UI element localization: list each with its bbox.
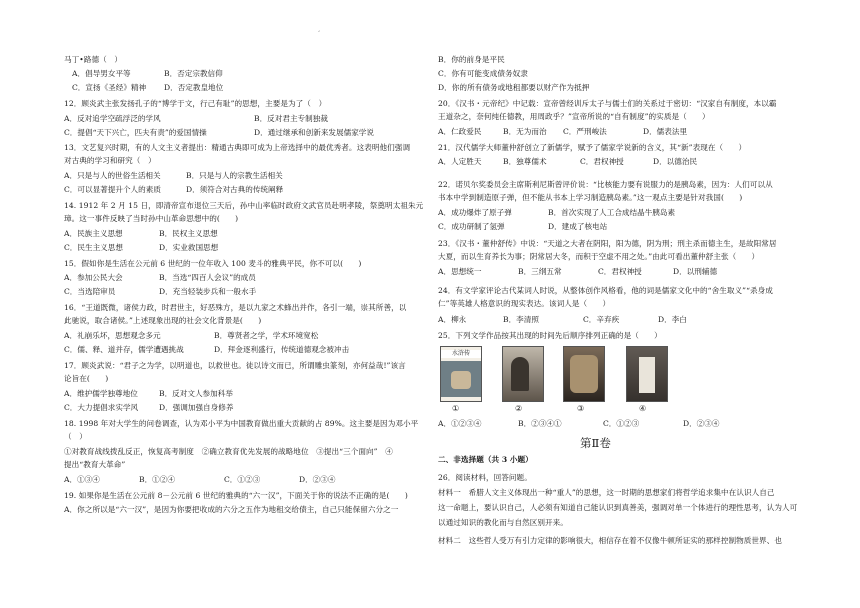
option[interactable]: A．人定胜天 xyxy=(438,157,482,166)
option[interactable]: C．可以显著提升个人的素质 xyxy=(64,185,161,194)
question-16-stem-cont: 此驰说，取合诸侯。”上述现象出现的社会文化背景是( ) xyxy=(64,316,262,325)
option[interactable]: B．三纲五常 xyxy=(518,267,562,276)
option[interactable]: D．充当轻装步兵和一般水手 xyxy=(159,287,257,296)
material-1-line-2: 这一命题上，要认识自己，人必须有知道自己能认识到真善美，强调对单一个体进行的理性思考，认为人可 xyxy=(438,503,798,512)
volume-title: 第Ⅱ卷 xyxy=(580,436,611,450)
question-20-stem: 20．《汉书・元帝纪》中记载：宣帝曾经训斥太子与儒士们的关系过于密切：“汉家自有制度，本以霸 xyxy=(438,99,777,108)
poster-image-4 xyxy=(626,346,668,402)
question-11-stem: 马丁•路德（ ） xyxy=(64,55,123,64)
option[interactable]: D．否定教皇地位 xyxy=(164,83,224,92)
question-26-stem: 26．阅读材料，回答问题。 xyxy=(438,473,532,482)
poster-label-3: ③ xyxy=(577,404,585,413)
poster-label-2: ② xyxy=(515,404,523,413)
option[interactable]: D．李白 xyxy=(658,315,687,324)
option[interactable]: A．礼崩乐坏，思想观念多元 xyxy=(64,331,161,340)
page-mark: ‘ xyxy=(318,30,320,37)
option[interactable]: D．建成了核电站 xyxy=(548,222,608,231)
option[interactable]: A．仁政爱民 xyxy=(438,127,482,136)
question-19-option-c[interactable]: C．你有可能变成债务奴隶 xyxy=(438,69,528,78)
poster-label-4: ④ xyxy=(639,404,647,413)
material-1-line-3: 以通过知识的教化而与自然区别开来。 xyxy=(438,518,568,527)
poster-image-2 xyxy=(502,346,544,402)
option[interactable]: C．儒、释、道并存，儒学遭遇挑战 xyxy=(64,345,184,354)
option[interactable]: D．须符合对古典的传统阐释 xyxy=(186,185,284,194)
question-22-stem: 22．诺贝尔奖委员会主席斯利尼斯曾评价说：“比核能力要有说服力的是胰岛素，因为：人们可以从 xyxy=(438,180,773,189)
option[interactable]: C．提倡“天下兴亡，匹夫有责”的爱国情操 xyxy=(64,128,207,137)
option[interactable]: C．辛弃疾 xyxy=(583,315,620,324)
question-18-statements: ①对教育战线拨乱反正，恢复高考制度 ②确立教育优先发展的战略地位 ③提出“三个面向” ④ xyxy=(64,447,393,456)
question-19-option-a[interactable]: A．你之所以是“六一汉”，是因为你要把收成的六分之五作为地租交给债主，自己只能保留六分之一 xyxy=(64,505,399,514)
option[interactable]: B．无为而治 xyxy=(503,127,547,136)
option[interactable]: C．①②③ xyxy=(603,419,640,428)
option[interactable]: D．以刑辅德 xyxy=(673,267,718,276)
option[interactable]: D．②③④ xyxy=(683,419,720,428)
question-20-stem-cont: 王道杂之，奈何纯任德教，用周政乎？”宣帝所说的“自有制度”的实质是（ ） xyxy=(438,112,710,121)
option[interactable]: B．首次实现了人工合成结晶牛胰岛素 xyxy=(548,208,676,217)
question-14-stem: 14. 1912 年 2 月 15 日，即清帝宣布退位三天后，孙中山率临时政府文武官员赴明孝陵，祭奠明太祖朱元 xyxy=(64,201,424,210)
option[interactable]: B．②③④① xyxy=(518,419,562,428)
question-19-stem: 19. 如果你是生活在公元前 8－公元前 6 世纪的雅典的“六一汉”，下面关于你的说法不正确的是( ) xyxy=(64,491,408,500)
option[interactable]: B．当选“四百人会议”的成员 xyxy=(159,273,256,282)
question-19-option-d[interactable]: D．你的所有债务或地租都要以财产作为抵押 xyxy=(438,83,590,92)
material-2-line-1: 材料二 这些哲人受万有引力定律的影响很大，相信存在着不仅像牛顿所证实的那样控制物质世界、也 xyxy=(438,536,782,545)
question-17-stem: 17．顾炎武说：“君子之为学，以明道也，以救世也。徒以诗文而已，所谓雕虫篆刻，亦何益哉!”该言 xyxy=(64,361,406,370)
option[interactable]: A．倡导男女平等 xyxy=(72,69,131,78)
option[interactable]: D．通过继承和创新来发展儒家学说 xyxy=(254,128,374,137)
question-12-stem: 12．顾炎武主张发扬孔子的“博学于文，行己有耻”的思想，主要是为了（ ） xyxy=(64,99,327,108)
option[interactable]: D．强调加强自身修养 xyxy=(159,403,234,412)
option[interactable]: C．民生主义思想 xyxy=(64,243,123,252)
option[interactable]: A．①③④ xyxy=(64,475,100,484)
option[interactable]: C．君权神授 xyxy=(580,157,624,166)
option[interactable]: B．反对文人参加科举 xyxy=(159,389,233,398)
option[interactable]: B．独尊儒术 xyxy=(503,157,547,166)
option[interactable]: C．①②③ xyxy=(224,475,261,484)
question-14-stem-cont: 璋。这一事件反映了当时孙中山革命思想中的( ) xyxy=(64,214,239,223)
option[interactable]: A．民族主义思想 xyxy=(64,229,123,238)
question-23-stem: 23．《汉书・董仲舒传》中说：“天道之大者在阴阳，阳为德，阴为刑；刑主杀而德主生，是故阳常居 xyxy=(438,239,777,248)
question-19-option-b[interactable]: B．你的前身是平民 xyxy=(438,55,505,64)
option[interactable]: C．君权神授 xyxy=(598,267,642,276)
option[interactable]: A．反对追学空疏浮泛的学风 xyxy=(64,114,161,123)
question-16-stem: 16．“王道既微，诸侯力政，时君世主，好恶殊方，是以九家之术蜂出并作，各引一端，崇其所善，以 xyxy=(64,303,407,312)
option[interactable]: D．②③④ xyxy=(299,475,336,484)
question-21-stem: 21．汉代儒学大师董仲舒创立了新儒学，赋予了儒家学说新的含义，其“新”表现在（ ） xyxy=(438,143,747,152)
option[interactable]: B．否定宗教信仰 xyxy=(164,69,223,78)
option[interactable]: A．柳永 xyxy=(438,315,467,324)
option[interactable]: B．①②④ xyxy=(139,475,175,484)
option[interactable]: B．尊贤者之学，学术环境宽松 xyxy=(214,331,319,340)
question-23-stem-cont: 大夏，而以生育养长为事；阴常居大冬，而积于空虚不用之处。”由此可看出董仲舒主张（ ） xyxy=(438,252,760,261)
poster-image-3 xyxy=(563,346,605,402)
option[interactable]: D．以德治民 xyxy=(653,157,698,166)
option[interactable]: A．①②③④ xyxy=(438,419,482,428)
question-18-stem: 18. 1998 年对大学生的问卷调查，认为邓小平为中国教育做出重大贡献的占 89%。这主要是因为邓小平 xyxy=(64,419,419,428)
question-15-stem: 15．假如你是生活在公元前 6 世纪的一位年收入 100 麦斗的雅典平民，你不可以( ) xyxy=(64,259,362,268)
question-17-stem-cont: 论旨在( ) xyxy=(64,374,109,383)
question-13-stem-cont: 对古典的学习和研究（ ） xyxy=(64,156,156,165)
option[interactable]: D．儒表法里 xyxy=(643,127,688,136)
question-24-stem: 24．有文学家评论古代某词人时说，从整体创作风格看，他的词是儒家文化中的“舍生取义”“杀身成 xyxy=(438,286,773,295)
poster-title: 水浒传 xyxy=(441,350,481,358)
option[interactable]: C．大力提倡求实学风 xyxy=(64,403,139,412)
question-18-statements-cont: 提出“教育大革命” xyxy=(64,460,126,469)
question-22-stem-cont: 书本中学到制造原子弹，但不能从书本上学习制造胰岛素。”这一观点主要是针对我国( ) xyxy=(438,193,743,202)
option[interactable]: C．严刑峻法 xyxy=(563,127,607,136)
option[interactable]: A．只是与人的世俗生活相关 xyxy=(64,171,161,180)
option[interactable]: B．民权主义思想 xyxy=(159,229,218,238)
option[interactable]: B．只是与人的宗教生活相关 xyxy=(186,171,283,180)
option[interactable]: A．思想统一 xyxy=(438,267,482,276)
option[interactable]: C．成功研制了氢弹 xyxy=(438,222,505,231)
option[interactable]: A．参加公民大会 xyxy=(64,273,123,282)
poster-label-1: ① xyxy=(452,404,460,413)
question-18-stem-cont: （ ） xyxy=(64,432,87,441)
option[interactable]: D．拜金逐利盛行，传统道德观念被冲击 xyxy=(214,345,350,354)
question-25-stem: 25．下列文学作品按其出现的时间先后顺序排列正确的是（ ） xyxy=(438,331,662,340)
option[interactable]: A．成功爆炸了原子弹 xyxy=(438,208,512,217)
option[interactable]: D．实业救国思想 xyxy=(159,243,219,252)
option[interactable]: C．当选陪审员 xyxy=(64,287,116,296)
option[interactable]: A．维护儒学独尊地位 xyxy=(64,389,138,398)
poster-image-1 xyxy=(440,346,482,402)
option[interactable]: B．李清照 xyxy=(503,315,539,324)
section-heading: 二、非选择题（共 3 小题） xyxy=(438,455,533,464)
material-1-line-1: 材料一 希腊人文主义体现出一种“重人”的思想，这一时期的思想家们将哲学追求集中在认识人自己 xyxy=(438,488,775,497)
question-13-stem: 13．文艺复兴时期，有的人文主义者提出：精通古典即可成为上帝选择中的最优秀者。这表明他们强调 xyxy=(64,143,411,152)
option[interactable]: B．反对君主专制独裁 xyxy=(254,114,328,123)
option[interactable]: C．宣扬《圣经》精神 xyxy=(72,83,147,92)
question-24-stem-cont: 仁”等英雄人格意识的现实表达。该词人是（ ） xyxy=(438,299,611,308)
